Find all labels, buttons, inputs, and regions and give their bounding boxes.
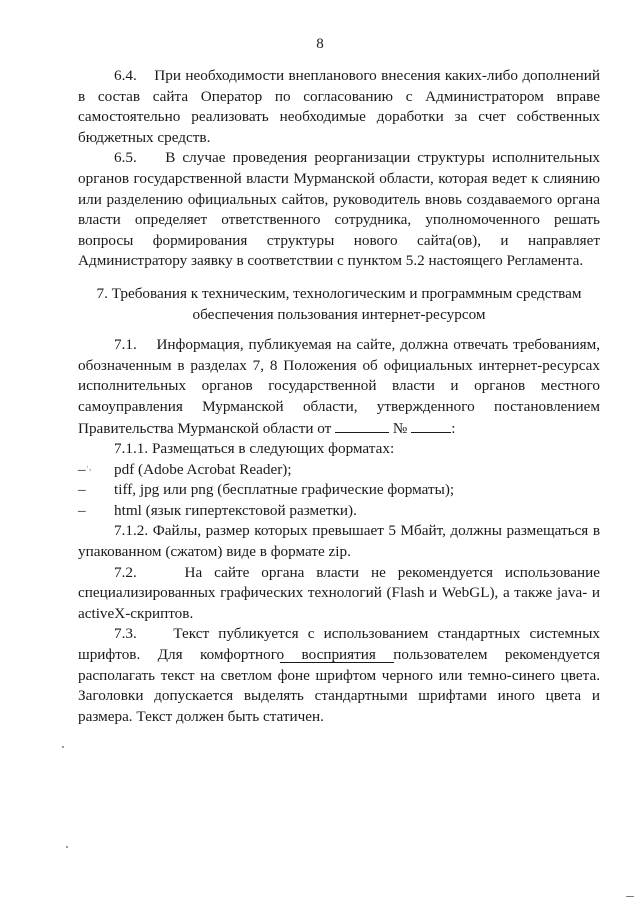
list-item: [78, 460, 600, 481]
document-body: [78, 66, 600, 727]
scan-speck: [62, 746, 64, 748]
list-dash: –: [78, 481, 86, 499]
paragraph-7-1: [78, 335, 600, 439]
paragraph-7-1-2: 7.1.2. Файлы, размер которых превышает 5 Мбайт, должны размещаться в упакованном (сжатом) виде в формате zip.: [78, 522, 600, 561]
paragraph-7-1-1: 7.1.1. Размещаться в следующих форматах:: [114, 440, 395, 458]
formats-list: [78, 460, 600, 522]
paragraph-7-2: 7.2. На сайте органа власти не рекомендуется использование специализированных графических технологий (Flash и WebGL), а также java- и activeX-скриптов.: [78, 563, 600, 622]
list-item: [78, 480, 600, 501]
paragraph-6-5: 6.5. В случае проведения реорганизации структуры исполнительных органов государственной власти Мурманской области, которая ведет к слиянию или разделению официальных сайтов, руководитель вновь создаваемого органа власти определяет ответственного сотрудника, уполномоченного решать вопросы формирования структуры нового сайта(ов), и направляет Администратору заявку в соответствии с пунктом 5.2 настоящего Регламента.: [78, 149, 600, 270]
paragraph-7-1-colon: :: [451, 419, 456, 437]
number-blank-field: [411, 418, 451, 433]
list-item-text: pdf (Adobe Acrobat Reader);: [114, 460, 292, 478]
paragraph-7-3: 7.3. Текст публикуется с использованием стандартных системных шрифтов. Для комфортного восприятия пользователем рекомендуется располагать текст на светлом фоне шрифтом черного или темно-синего цвета. Заголовки допускается выделять стандартными шрифтами иного цвета и размера. Текст должен быть статичен.: [78, 625, 600, 725]
paragraph-6-4: 6.4. При необходимости внепланового внесения каких-либо дополнений в состав сайта Оператор по согласованию с Администратором вправе самостоятельно реализовать необходимые доработки за счет собственных бюджетных средств.: [78, 67, 600, 146]
page-number: 8: [316, 36, 324, 52]
section-7-heading-line-1: 7. Требования к техническим, технологическим и программным средствам: [96, 284, 582, 302]
list-item: [78, 501, 600, 522]
spacer: [78, 272, 600, 284]
scan-mark: ·,: [86, 462, 92, 472]
list-dash: –: [78, 460, 86, 478]
list-item-text: tiff, jpg или png (бесплатные графические форматы);: [114, 481, 455, 499]
scan-speck: [66, 846, 68, 848]
section-7-heading-line-2: обеспечения пользования интернет-ресурсом: [192, 305, 486, 323]
spacer: [78, 325, 600, 335]
scan-speck: [626, 896, 634, 897]
list-dash: –: [78, 501, 86, 519]
number-sign: №: [392, 419, 408, 437]
section-7-heading: [84, 284, 594, 325]
paragraph-7-1-text: 7.1. Информация, публикуемая на сайте, должна отвечать требованиям, обозначенным в разделах 7, 8 Положения об официальных интернет-ресурсах исполнительных органов государственной власти и органов местного самоуправления Мурманской области, утвержденного постановлением Правительства Мурманской области от: [78, 336, 600, 437]
date-blank-field: [335, 418, 389, 433]
list-item-text: html (язык гипертекстовой разметки).: [114, 501, 357, 519]
closing-rule: [280, 662, 394, 663]
